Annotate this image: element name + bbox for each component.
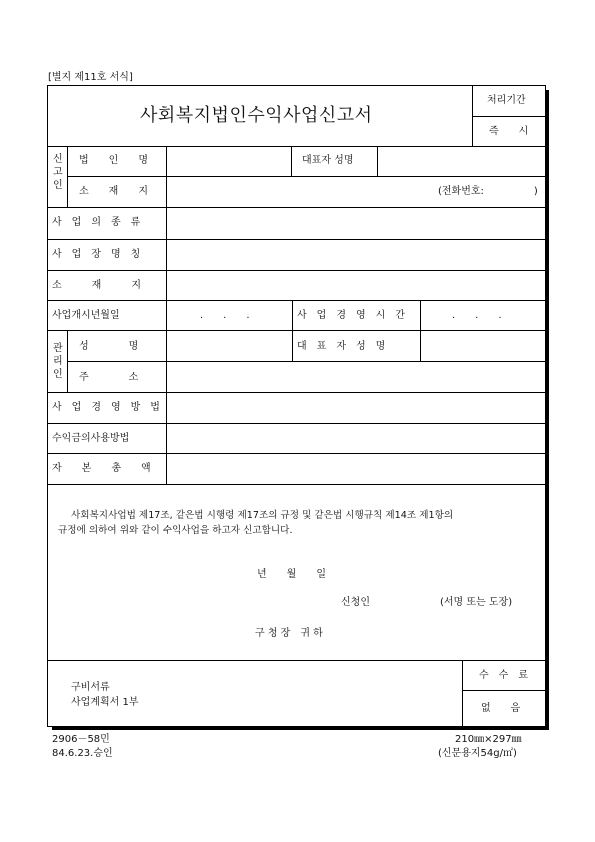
- footer-size: 210㎜×297㎜: [455, 734, 522, 745]
- processing-label: 처리기간: [487, 95, 526, 106]
- frame-shadow-bottom: [52, 727, 549, 730]
- manager-rep-name-label: 대 표 자 성 명: [297, 341, 386, 352]
- row-line: [47, 392, 546, 393]
- rep-name-label: 대표자 성명: [302, 155, 354, 166]
- fee-divider: [462, 660, 463, 727]
- row-line: [47, 423, 546, 424]
- start-date-label: 사업개시년월일: [52, 310, 120, 321]
- manager-group-label: 관 리 인: [53, 343, 63, 380]
- operating-period-label: 사 업 경 영 시 간: [297, 310, 405, 321]
- col-divider: [377, 146, 378, 177]
- fee-value: 없 음: [481, 703, 521, 714]
- row-line: [462, 690, 546, 691]
- row-line: [47, 146, 546, 147]
- workplace-name-label: 사 업 장 명 칭: [52, 249, 141, 260]
- manager-name-label: 성 명: [79, 341, 139, 352]
- fee-label: 수 수 료: [479, 670, 528, 681]
- corp-name-label: 법 인 명: [79, 155, 148, 166]
- addressee: 구 청 장 귀 하: [255, 628, 323, 639]
- row-line: [47, 239, 546, 240]
- date-line: 년 월 일: [257, 569, 326, 580]
- row-line: [47, 270, 546, 271]
- start-date-value: . . .: [200, 310, 250, 321]
- manager-address-label: 주 소: [79, 372, 139, 383]
- profit-use-label: 수익금의사용방법: [52, 433, 130, 444]
- group-divider: [67, 330, 68, 392]
- row-line: [47, 484, 546, 485]
- footer-approval: 84.6.23.승인: [52, 748, 113, 759]
- applicant-sign-label: 신청인: [341, 597, 370, 608]
- operating-period-value: . . .: [452, 310, 502, 321]
- label-divider: [166, 146, 167, 484]
- method-label: 사 업 경 영 방 법: [52, 402, 160, 413]
- capital-label: 자 본 총 액: [52, 463, 151, 474]
- applicant-group-label: 신 고 인: [53, 154, 63, 191]
- row-line: [67, 176, 546, 177]
- row-line: [47, 453, 546, 454]
- row-line: [47, 300, 546, 301]
- location-label: 소 재 지: [52, 280, 141, 291]
- group-divider: [67, 146, 68, 207]
- statement-line-2: 규정에 의하여 위와 같이 수익사업을 하고자 신고합니다.: [58, 525, 293, 536]
- required-docs-label: 구비서류: [71, 682, 110, 693]
- row-line: [47, 207, 546, 208]
- statement-line-1: 사회복지사업법 제17조, 같은법 시행령 제17조의 규정 및 같은법 시행규칙 제14조 제1항의: [71, 510, 454, 521]
- signature-note: (서명 또는 도장): [440, 597, 513, 608]
- row-line: [47, 330, 546, 331]
- frame-shadow-right: [546, 90, 549, 730]
- business-type-label: 사 업 의 종 류: [52, 217, 141, 228]
- form-number: [별지 제11호 서식]: [48, 72, 133, 83]
- form-title: 사회복지법인수익사업신고서: [140, 105, 373, 126]
- footer-code: 2906－58민: [52, 734, 110, 745]
- processing-value: 즉 시: [489, 126, 529, 137]
- required-docs-item: 사업계획서 1부: [71, 697, 139, 708]
- row-line: [47, 660, 546, 661]
- col-divider: [420, 300, 421, 362]
- phone-label: (전화번호: ): [438, 186, 538, 197]
- header-mid-line: [472, 116, 546, 117]
- footer-paper: (신문용지54g/㎡): [438, 748, 517, 759]
- col-divider: [291, 146, 292, 177]
- address-label: 소 재 지: [79, 186, 148, 197]
- row-line: [67, 361, 546, 362]
- col-divider: [292, 300, 293, 362]
